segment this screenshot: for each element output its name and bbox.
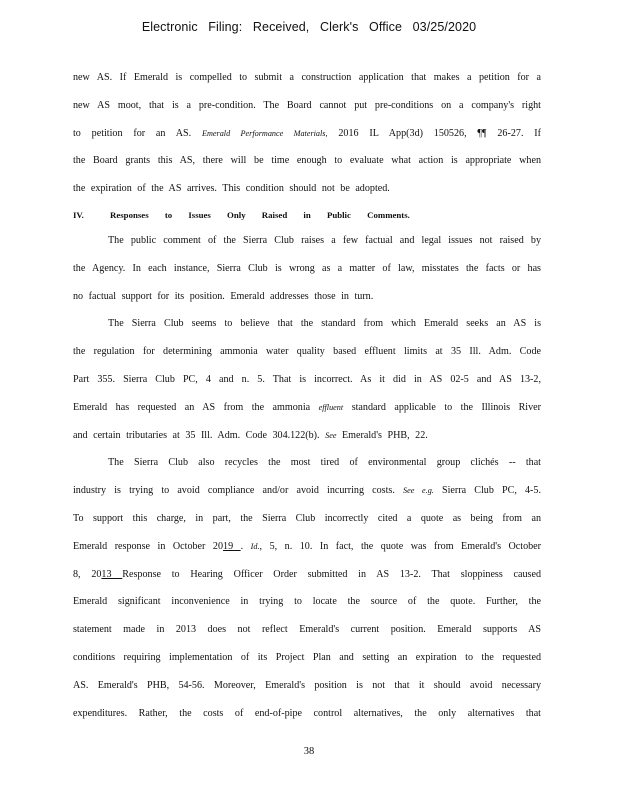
text-line: the expiration of the AS arrives. This condition should not be adopted. — [73, 183, 390, 195]
text-line: conditions requiring implementation of its Project Plan and setting an expiration to the requested — [73, 651, 541, 663]
text-line — [73, 477, 541, 505]
signal-see-eg: See e.g. — [403, 486, 434, 496]
text-span: Response to Hearing Officer Order submitted in AS 13-2. That sloppiness caused — [122, 568, 541, 580]
text-span: Emerald has requested an AS from the ammonia — [73, 401, 311, 413]
text-line: statement made in 2013 does not reflect Emerald's current position. Emerald supports AS — [73, 624, 541, 636]
text-line: To support this charge, in part, the Sierra Club incorrectly cited a quote as being from an — [73, 512, 541, 524]
text-line: AS. Emerald's PHB, 54-56. Moreover, Emerald's position is not that it should avoid necessary — [73, 679, 541, 691]
text-span: 8, 20 — [73, 568, 102, 580]
section-heading — [73, 203, 541, 227]
underlined-digits: 13 — [101, 568, 112, 580]
section-number: IV. — [73, 209, 84, 220]
text-line: the Agency. In each instance, Sierra Club is wrong as a matter of law, misstates the facts or has — [73, 262, 541, 274]
text-line — [73, 394, 541, 422]
emphasis-text: effluent — [318, 402, 344, 412]
text-span: Emerald response in October 20 — [73, 540, 224, 552]
text-line: Part 355. Sierra Club PC, 4 and n. 5. That is incorrect. As it did in AS 02-5 and AS 13-2, — [73, 373, 541, 385]
document-body — [73, 64, 541, 727]
section-title: Responses to Issues Only Raised in Public Comments. — [110, 209, 410, 220]
text-span: Emerald's PHB, 22. — [342, 429, 428, 441]
underline-blank — [112, 569, 123, 580]
text-line: new AS moot, that is a pre-condition. The Board cannot put pre-conditions on a company's right — [73, 99, 541, 111]
text-line: the regulation for determining ammonia water quality based effluent limits at 35 Ill. Adm. Code — [73, 346, 541, 358]
text-line: Emerald response in October 2019 . Id., 5, n. 10. In fact, the quote was from Emerald's October — [73, 540, 541, 552]
text-span: , 5, n. 10. In fact, the quote was from Emerald's October — [259, 540, 541, 552]
text-line — [73, 561, 541, 589]
underlined-digits: 19 — [223, 540, 234, 552]
case-citation: Emerald Performance Materials, — [201, 128, 328, 138]
text-span: standard applicable to the Illinois River — [351, 401, 541, 413]
text-span: and certain tributaries at 35 Ill. Adm. Code 304.122(b). — [73, 429, 320, 441]
text-line: new AS. If Emerald is compelled to submit a construction application that makes a petition for a — [73, 72, 541, 83]
text-line — [73, 120, 541, 148]
text-span: 2016 IL App(3d) 150526, ¶¶ 26-27. If — [338, 127, 541, 139]
text-line: The Sierra Club also recycles the most tired of environmental group clichés -- that — [108, 457, 541, 469]
text-line: The Sierra Club seems to believe that the standard from which Emerald seeks an AS is — [108, 318, 541, 330]
page-number: 38 — [303, 746, 315, 757]
text-line: The public comment of the Sierra Club raises a few factual and legal issues not raised by — [108, 234, 541, 246]
id-citation: Id. — [250, 541, 260, 551]
text-line: no factual support for its position. Emerald addresses those in turn. — [73, 290, 374, 302]
text-span: to petition for an AS. — [73, 127, 192, 139]
underline-blank — [233, 541, 241, 552]
text-span: Sierra Club PC, 4-5. — [442, 485, 541, 497]
text-span: industry is trying to avoid compliance and/or avoid incurring costs. — [73, 485, 395, 497]
text-line: expenditures. Rather, the costs of end-of-pipe control alternatives, the only alternatives that — [73, 707, 541, 719]
text-line: the Board grants this AS, there will be time enough to evaluate what action is appropriate when — [73, 155, 541, 167]
text-line: Emerald significant inconvenience in trying to locate the source of the quote. Further, the — [73, 596, 541, 608]
filing-stamp-header: Electronic Filing: Received, Clerk's Office 03/25/2020 — [141, 20, 477, 34]
signal-see: See — [325, 430, 337, 440]
text-line — [73, 422, 541, 450]
